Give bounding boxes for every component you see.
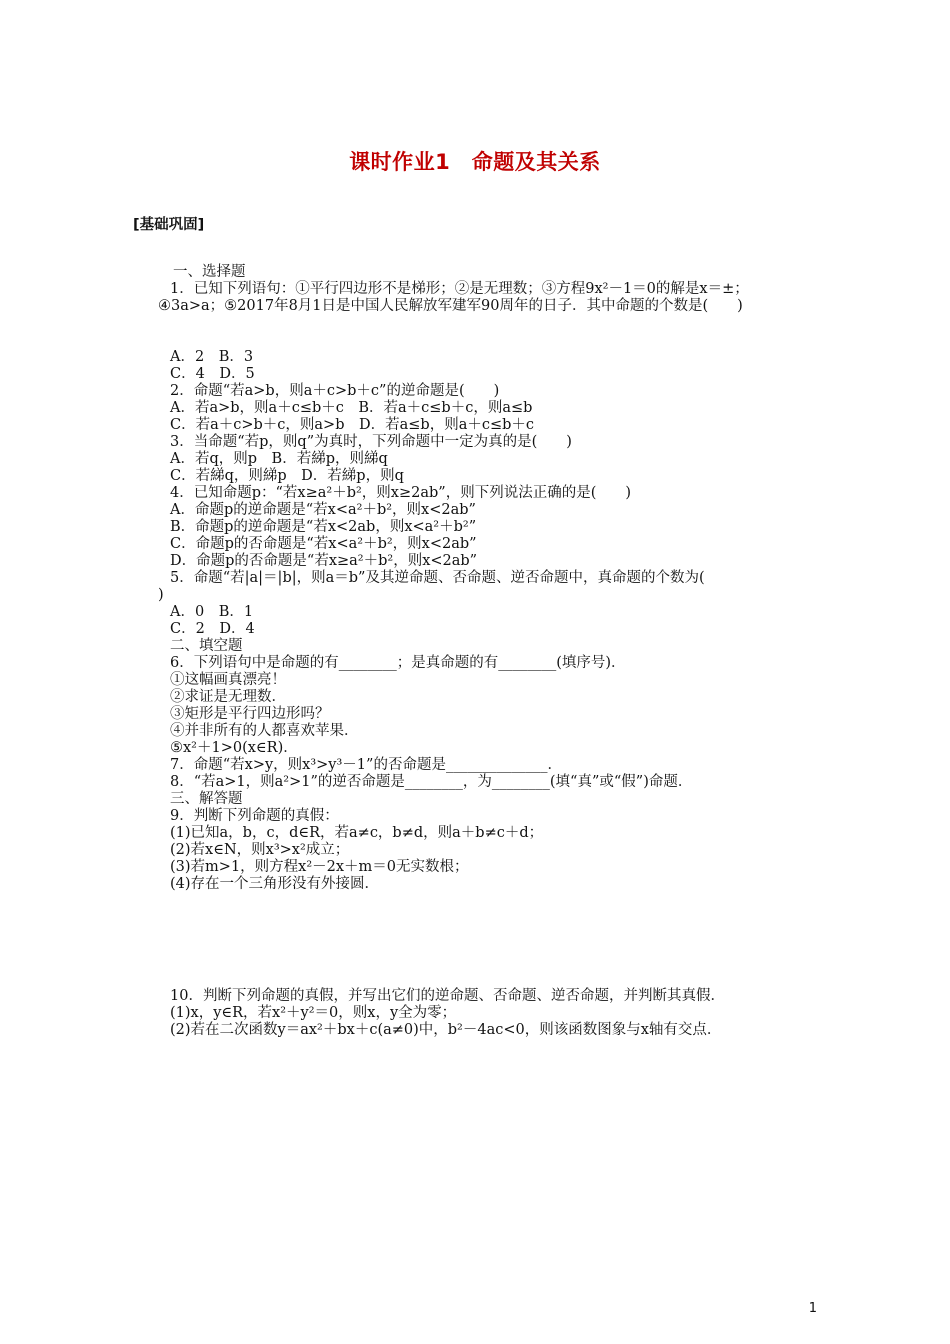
question-10-stem: 10．判断下列命题的真假，并写出它们的逆命题、否命题、逆否命题，并判断其真假． [170,988,725,1004]
question-2-stem: 2．命题“若a>b，则a＋c>b＋c”的逆命题是( ) [170,383,500,399]
question-6-item-3: ③矩形是平行四边形吗？ [170,706,330,722]
question-1-line-1: 1．已知下列语句：①平行四边形不是梯形；②是无理数；③方程9x²－1＝0的解是x＝±； [170,281,749,297]
question-3-options-ab: A．若q，则p B．若綈p，则綈q [170,451,388,467]
question-2-options-ab: A．若a>b，则a＋c≤b＋c B．若a＋c≤b＋c，则a≤b [170,400,533,416]
page-title: 课时作业1 命题及其关系 [349,150,601,174]
question-3-options-cd: C．若綈q，则綈p D．若綈p，则q [170,468,404,484]
section-heading-choice: 一、选择题 [173,264,246,280]
question-5-options-ab: A．0 B．1 [170,604,254,620]
question-9-part-1: (1)已知a，b，c，d∈R，若a≠c，b≠d，则a＋b≠c＋d； [170,825,544,841]
question-5-stem-end: ) [158,587,164,603]
section-heading-fill: 二、填空题 [170,638,243,654]
question-6-item-2: ②求证是无理数． [170,689,286,705]
section-tag: [基础巩固] [133,217,205,233]
question-6-item-4: ④并非所有的人都喜欢苹果． [170,723,359,739]
question-5-options-cd: C．2 D．4 [170,621,255,637]
question-4-option-d: D．命题p的否命题是“若x≥a²＋b²，则x<2ab” [170,553,478,569]
question-8-stem: 8．“若a>1，则a²>1”的逆否命题是________，为________(填“真”或“假”)命题． [170,774,693,790]
question-4-stem: 4．已知命题p：“若x≥a²＋b²，则x≥2ab”，则下列说法正确的是( ) [170,485,632,501]
page-number: 1 [808,1301,817,1316]
question-6-item-5: ⑤x²＋1>0(x∈R)． [170,740,298,756]
question-10-part-2: (2)若在二次函数y＝ax²＋bx＋c(a≠0)中，b²－4ac<0，则该函数图象与x轴有交点． [170,1022,722,1038]
question-3-stem: 3．当命题“若p，则q”为真时，下列命题中一定为真的是( ) [170,434,572,450]
question-6-stem: 6．下列语句中是命题的有________；是真命题的有________(填序号)． [170,655,626,671]
question-9-part-4: (4)存在一个三角形没有外接圆． [170,876,380,892]
question-1-options-cd: C．4 D．5 [170,366,255,382]
question-9-part-2: (2)若x∈N，则x³>x²成立； [170,842,350,858]
question-4-option-c: C．命题p的否命题是“若x<a²＋b²，则x<2ab” [170,536,477,552]
question-1-line-2: ④3a>a；⑤2017年8月1日是中国人民解放军建军90周年的日子．其中命题的个数是( ) [158,298,743,314]
question-1-options-ab: A．2 B．3 [170,349,254,365]
question-6-item-1: ①这幅画真漂亮！ [170,672,286,688]
question-10-part-1: (1)x，y∈R，若x²＋y²＝0，则x，y全为零； [170,1005,457,1021]
question-4-option-b: B．命题p的逆命题是“若x<2ab，则x<a²＋b²” [170,519,477,535]
question-7-stem: 7．命题“若x>y，则x³>y³－1”的否命题是______________． [170,757,562,773]
section-heading-answer: 三、解答题 [170,791,243,807]
question-9-stem: 9．判断下列命题的真假： [170,808,339,824]
question-4-option-a: A．命题p的逆命题是“若x<a²＋b²，则x<2ab” [170,502,476,518]
question-2-options-cd: C．若a＋c>b＋c，则a>b D．若a≤b，则a＋c≤b＋c [170,417,535,433]
question-9-part-3: (3)若m>1，则方程x²－2x＋m＝0无实数根； [170,859,469,875]
question-5-stem: 5．命题“若|a|＝|b|，则a＝b”及其逆命题、否命题、逆否命题中，真命题的个数为( [170,570,705,586]
